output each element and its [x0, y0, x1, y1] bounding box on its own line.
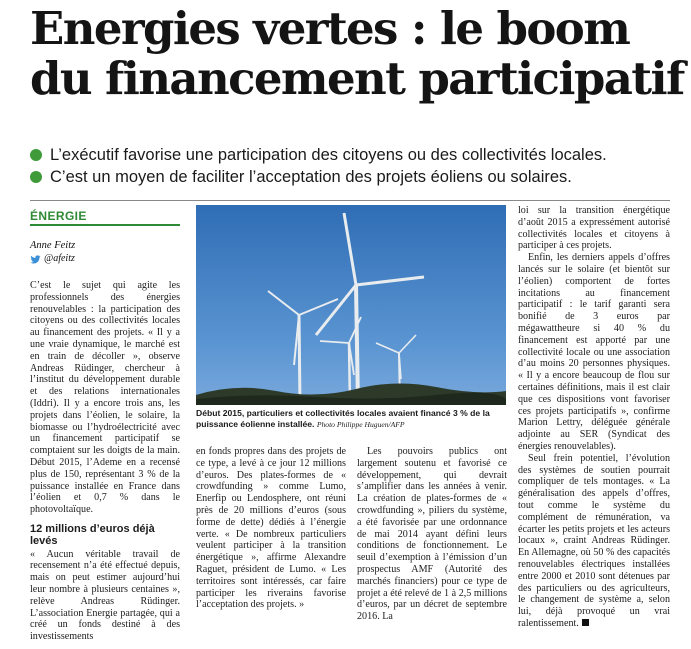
section-rubric: ÉNERGIE	[30, 209, 180, 226]
headline-line-1: Energies vertes : le boom	[30, 2, 630, 55]
paragraph: en fonds propres dans des projets de ce type, a levé à ce jour 12 millions d’euros. Des plates-formes de « crowdfunding » comme Lumo, Enerfip ou Lendosphere, ont réuni près de 20 millions d’euros (sous forme de dette) dédiés à l’énergie verte. « De nombreux particuliers veulent participer à la transition énergétique », affirme Alexandre Raguet, président de Lumo. « Les territoires sont intéressés, car faire participer les riverains favorise l’acceptation des projets. »	[196, 446, 346, 611]
summary-bullet	[30, 166, 680, 188]
summary-bullet-text: L’exécutif favorise une participation des citoyens ou des collectivités locales.	[50, 146, 607, 164]
header-divider	[30, 200, 670, 201]
caption-text: Début 2015, particuliers et collectivités locales avaient financé 3 % de la puissance éolienne installée.	[196, 408, 490, 429]
headline	[30, 2, 684, 105]
end-mark-icon	[582, 619, 589, 626]
article-column-3	[357, 446, 507, 623]
subheading: 12 millions d’euros déjà levés	[30, 522, 155, 547]
paragraph-text: Seul frein potentiel, l’évolution des systèmes de soutien pourrait compliquer de tels montages. « La généralisation des appels d’offres, tout comme le système du complément de rémunération, va écarter les petits projets et les acteurs locaux », craint Andreas Rüdinger. En Allemagne, où 50 % des capacités renouvelables électriques installées entre 2000 et 2010 sont détenues par des particuliers ou des agriculteurs, le changement de système a, selon lui, déjà provoqué un vrai ralentissement.	[518, 452, 670, 629]
summary-bullet	[30, 144, 680, 166]
paragraph: loi sur la transition énergétique d’août 2015 a expressément autorisé collectivités locales et citoyens à participer à ces projets.	[518, 205, 670, 252]
author-name: Anne Feitz	[30, 240, 76, 251]
photo-credit: Photo Philippe Huguen/AFP	[316, 420, 405, 429]
paragraph: « Aucun véritable travail de recensement n’a été effectué depuis, mais on peut estimer aujourd’hui leur nombre à plusieurs centaines », relève Andreas Rüdinger. L’association Energie partagée, qui a créé un fonds destiné à des investissements	[30, 548, 180, 643]
wind-turbine-illustration	[196, 205, 506, 405]
article-column-2	[196, 446, 346, 611]
bullet-dot-icon	[30, 149, 42, 161]
bullet-dot-icon	[30, 171, 42, 183]
twitter-bird-icon	[30, 254, 41, 265]
paragraph: C’est le sujet qui agite les professionnels des énergies renouvelables : la participation des citoyens ou des collectivités locales au financement des projets. « Il y a une vraie dynamique, le marché est en train de décoller », observe Andreas Rüdinger, chercheur à l’institut du développement durable et des relations internationales (Iddri). Il y a encore trois ans, les projets dans l’éolien, le solaire, la biomasse ou l’hydroélectricité avec un financement participatif se comptaient sur les doigts de la main. Début 2015, l’Ademe en a recensé plus de 150, représentant 3 % de la puissance installée en France dans l’éolien et 0,7 % dans le photovoltaïque.	[30, 280, 180, 516]
photo-caption	[196, 408, 506, 430]
wind-turbine-photo	[196, 205, 506, 405]
paragraph: Enfin, les derniers appels d’offres lancés sur le solaire (et bientôt sur l’éolien) comportent de fortes incitations au financement participatif : le tarif garanti sera bonifié de 3 euros par mégawattheure si 40 % du financement est apporté par une collectivité locale ou une association d’au moins 20 personnes physiques. « Il y a encore beaucoup de flou sur certaines définitions, mais il est clair que ces dispositions vont favoriser ces projets participatifs », confirme Marion Lettry, déléguée générale adjointe au SER (Syndicat des énergies renouvelables).	[518, 252, 670, 452]
article-column-4	[518, 205, 670, 630]
paragraph	[518, 453, 670, 630]
summary-bullet-text: C’est un moyen de faciliter l’acceptation des projets éoliens ou solaires.	[50, 168, 572, 186]
summary-bullets	[30, 144, 680, 188]
author-handle[interactable]: @afeitz	[44, 253, 75, 264]
headline-line-2: du financement participatif	[30, 52, 684, 105]
article-column-1	[30, 280, 180, 643]
paragraph: Les pouvoirs publics ont largement soutenu et favorisé ce développement, qui devrait s’amplifier dans les années à venir. La création de plates-formes de « crowdfunding », piliers du système, a été favorisée par une ordonnance de mai 2014 ayant défini leurs conditions de fonctionnement. Le seuil d’exemption à l’émission d’un prospectus AMF (Autorité des marchés financiers) pour ce type de projet a été relevé de 1 à 2,5 millions d’euros, par un décret de septembre 2016. La	[357, 446, 507, 623]
author-handle-row[interactable]	[30, 253, 75, 265]
